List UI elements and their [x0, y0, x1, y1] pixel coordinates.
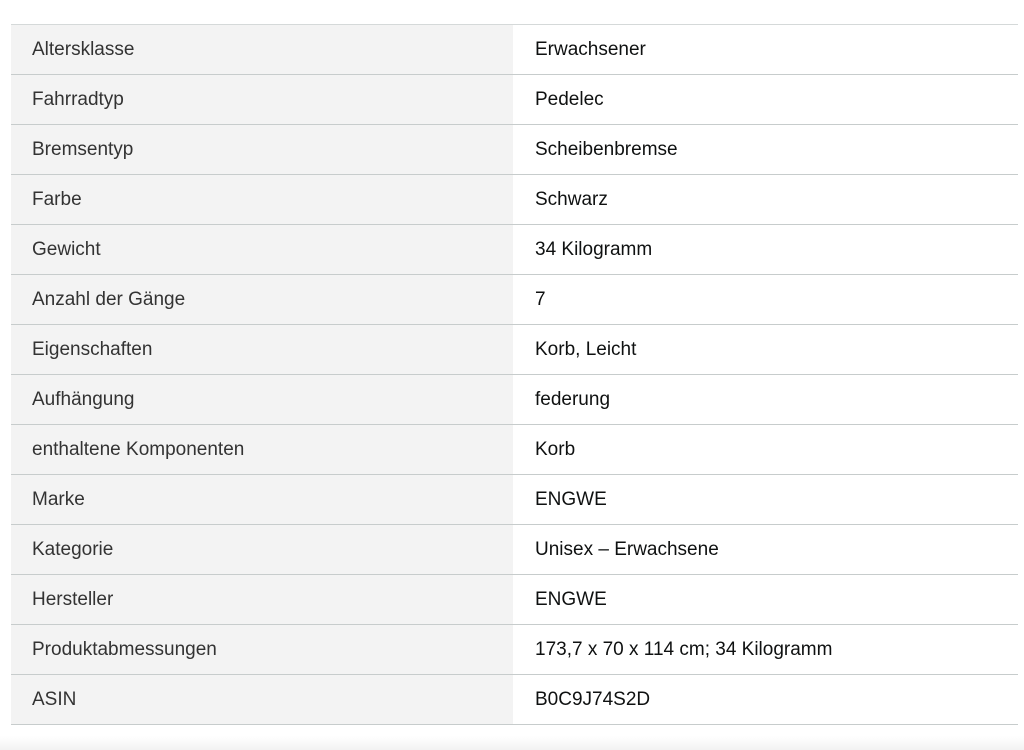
- spec-row-dimensions: [11, 625, 1018, 675]
- bottom-shade-divider: [0, 736, 1024, 750]
- spec-row-included-components: [11, 425, 1018, 475]
- product-specification-table: [11, 24, 1018, 725]
- spec-value: ENGWE: [513, 475, 1018, 524]
- spec-label: Hersteller: [11, 575, 513, 624]
- spec-label: Gewicht: [11, 225, 513, 274]
- spec-row-weight: [11, 225, 1018, 275]
- spec-value: B0C9J74S2D: [513, 675, 1018, 724]
- spec-row-manufacturer: [11, 575, 1018, 625]
- spec-label: enthaltene Komponenten: [11, 425, 513, 474]
- spec-row-suspension: [11, 375, 1018, 425]
- spec-label: Anzahl der Gänge: [11, 275, 513, 324]
- spec-row-age-class: [11, 25, 1018, 75]
- spec-label: Fahrradtyp: [11, 75, 513, 124]
- spec-value: Schwarz: [513, 175, 1018, 224]
- spec-value: Korb: [513, 425, 1018, 474]
- spec-row-asin: [11, 675, 1018, 725]
- spec-label: Altersklasse: [11, 25, 513, 74]
- spec-value: Unisex – Erwachsene: [513, 525, 1018, 574]
- spec-value: Korb, Leicht: [513, 325, 1018, 374]
- spec-value: Scheibenbremse: [513, 125, 1018, 174]
- spec-label: Marke: [11, 475, 513, 524]
- spec-value: Erwachsener: [513, 25, 1018, 74]
- spec-label: Farbe: [11, 175, 513, 224]
- spec-label: Eigenschaften: [11, 325, 513, 374]
- spec-value: federung: [513, 375, 1018, 424]
- spec-value: 34 Kilogramm: [513, 225, 1018, 274]
- spec-row-color: [11, 175, 1018, 225]
- spec-value: 173,7 x 70 x 114 cm; 34 Kilogramm: [513, 625, 1018, 674]
- spec-label: Aufhängung: [11, 375, 513, 424]
- spec-value: 7: [513, 275, 1018, 324]
- spec-row-features: [11, 325, 1018, 375]
- spec-label: Bremsentyp: [11, 125, 513, 174]
- spec-label: Kategorie: [11, 525, 513, 574]
- spec-row-gear-count: [11, 275, 1018, 325]
- spec-row-bike-type: [11, 75, 1018, 125]
- spec-label: ASIN: [11, 675, 513, 724]
- spec-value: Pedelec: [513, 75, 1018, 124]
- spec-row-brake-type: [11, 125, 1018, 175]
- spec-row-brand: [11, 475, 1018, 525]
- spec-label: Produktabmessungen: [11, 625, 513, 674]
- spec-value: ENGWE: [513, 575, 1018, 624]
- spec-row-category: [11, 525, 1018, 575]
